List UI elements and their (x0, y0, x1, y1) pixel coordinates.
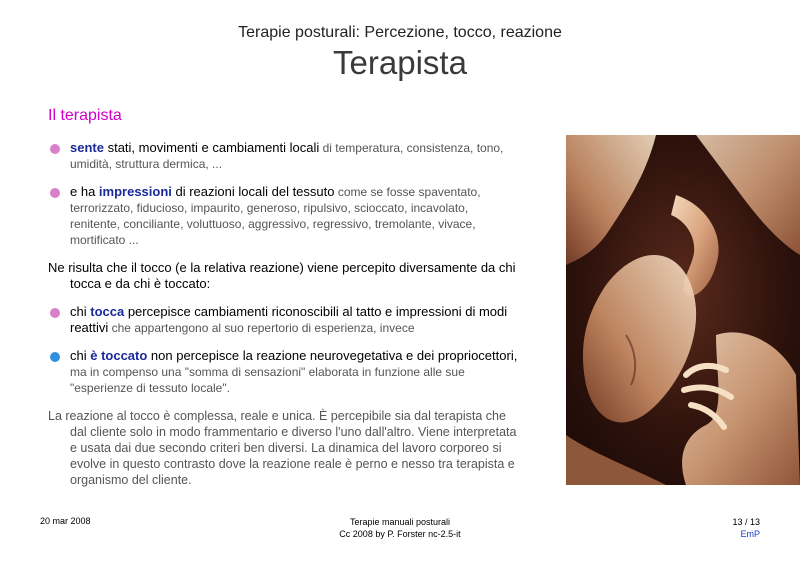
bullet-item-toccato (48, 348, 518, 396)
blue-bullet-icon (50, 352, 60, 362)
paragraph-conclusion: La reazione al tocco è complessa, reale e unica. È percepibile sia dal terapista che dal cliente solo in modo frammentario e diverso l'uno dall'altro. Viene interpretata e usata dai due secondo criteri ben diversi. La dinamica del lavoro corporeo si evolve in questo contrasto dove la reazione reale è perno e nesso tra terapista e organismo del cliente. (48, 409, 517, 487)
bullet-detail: come se fosse spaventato, terrorizzato, fiducioso, impaurito, generoso, ripulsivo, scioccato, incavolato, renitente, conciliante, voluttuoso, aggressivo, regressivo, tremolante, vivace, mortificato ... (70, 185, 481, 247)
section-title: Il terapista (48, 107, 122, 124)
footer-right (700, 516, 760, 540)
slide-title: Terapista (333, 44, 467, 81)
bullet-detail: che appartengono al suo repertorio di esperienza, invece (108, 321, 415, 335)
bullet-item-tocca (48, 304, 518, 336)
bullet-detail: ma in compenso una "somma di sensazioni" elaborata in funzione alle sue "esperienze di tessuto locale". (70, 365, 465, 395)
keyword: impressioni (98, 184, 172, 199)
bullet-prefix: chi (70, 348, 91, 363)
painting-image (566, 135, 800, 485)
painting-artwork (566, 135, 800, 485)
slide-subtitle: Terapie posturali: Percezione, tocco, reazione (238, 24, 562, 41)
paragraph-intro: Ne risulta che il tocco (e la relativa reazione) viene percepito diversamente da chi tocca e da chi è toccato: (48, 260, 516, 291)
bullet-item-sente (48, 140, 518, 172)
footer-center (300, 516, 500, 540)
keyword: è toccato (90, 348, 148, 363)
pink-bullet-icon (50, 144, 60, 154)
page-number: 13 / 13 (732, 517, 760, 527)
footer-license: Cc 2008 by P. Forster nc-2.5-it (339, 529, 461, 539)
bullet-text: stati, movimenti e cambiamenti locali (103, 140, 320, 155)
footer-date: 20 mar 2008 (40, 516, 91, 526)
pink-bullet-icon (50, 188, 60, 198)
slide-content (48, 140, 518, 500)
bullet-text: non percepisce la reazione neurovegetativa e dei propriocettori, (147, 348, 518, 363)
bullet-prefix: chi (70, 304, 91, 319)
bullet-prefix: e ha (70, 184, 99, 199)
pink-bullet-icon (50, 308, 60, 318)
brand-link[interactable]: EmP (740, 529, 760, 539)
footer-course: Terapie manuali posturali (349, 517, 451, 527)
bullet-text: di reazioni locali del tessuto (171, 184, 335, 199)
bullet-item-impressioni (48, 184, 518, 248)
bullet-detail: di temperatura, consistenza, tono, umidità, struttura dermica, ... (70, 141, 504, 171)
keyword: sente (70, 140, 104, 155)
bullet-text: percepisce cambiamenti riconoscibili al tatto e impressioni di modi reattivi (70, 304, 508, 335)
keyword: tocca (90, 304, 125, 319)
